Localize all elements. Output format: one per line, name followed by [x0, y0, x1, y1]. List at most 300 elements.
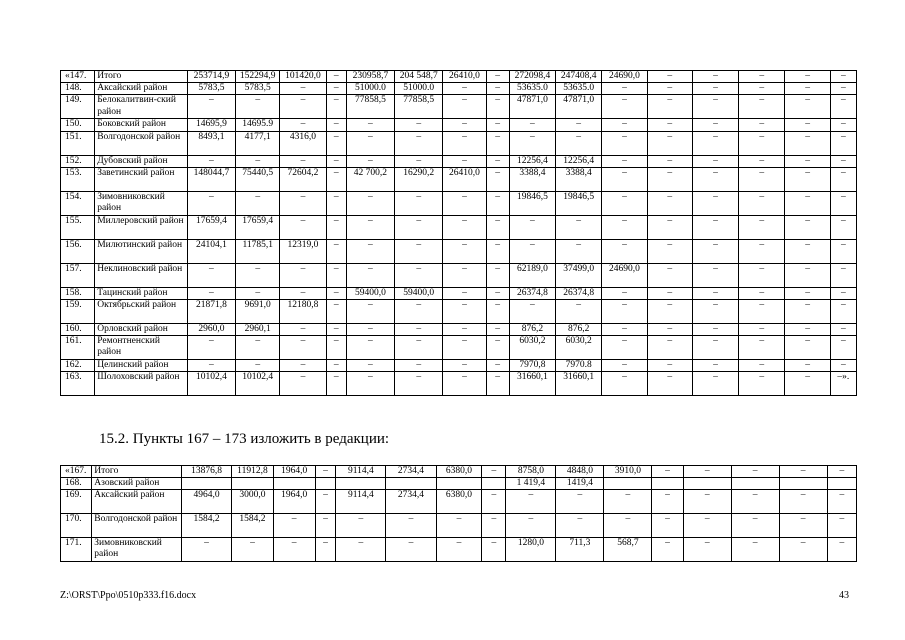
value-cell: – [443, 119, 486, 131]
district-name: Белокалитвин-ский район [95, 95, 188, 119]
value-cell: – [280, 360, 326, 372]
value-cell: – [436, 538, 482, 562]
value-cell: 8493,1 [187, 131, 235, 155]
value-cell: – [346, 300, 394, 324]
value-cell: – [602, 300, 647, 324]
value-cell: – [827, 490, 856, 514]
value-cell: 26374,8 [556, 287, 602, 299]
value-cell: 1 419,4 [506, 478, 556, 490]
value-cell: – [602, 119, 647, 131]
value-cell: – [443, 83, 486, 95]
row-number: 158. [61, 287, 95, 299]
value-cell: – [785, 215, 830, 239]
value-cell: – [395, 191, 443, 215]
value-cell: – [647, 372, 692, 396]
value-cell: – [739, 300, 785, 324]
value-cell: – [830, 155, 856, 167]
value-cell: – [395, 372, 443, 396]
value-cell [232, 478, 274, 490]
value-cell: 16290,2 [395, 167, 443, 191]
table-row [61, 167, 857, 191]
value-cell: 11785,1 [236, 239, 280, 263]
value-cell: – [395, 119, 443, 131]
value-cell: 4964,0 [182, 490, 232, 514]
district-name: Зимовниковский район [95, 191, 188, 215]
value-cell: – [236, 191, 280, 215]
district-name: Волгодонской район [95, 131, 188, 155]
value-cell: – [785, 155, 830, 167]
district-name: Тацинский район [95, 287, 188, 299]
value-cell: – [785, 191, 830, 215]
table-row [61, 360, 857, 372]
table-row [61, 215, 857, 239]
value-cell: 21871,8 [187, 300, 235, 324]
district-name: Боковский район [95, 119, 188, 131]
value-cell: – [486, 372, 509, 396]
value-cell: 6030,2 [509, 336, 555, 360]
value-cell: – [346, 324, 394, 336]
value-cell: – [692, 215, 738, 239]
value-cell: – [326, 215, 346, 239]
value-cell: 148044,7 [187, 167, 235, 191]
value-cell: – [647, 287, 692, 299]
value-cell: – [326, 83, 346, 95]
value-cell: – [604, 514, 652, 538]
value-cell: – [315, 466, 336, 478]
value-cell: – [280, 372, 326, 396]
value-cell: – [280, 287, 326, 299]
table-row [61, 336, 857, 360]
value-cell: – [647, 336, 692, 360]
value-cell: – [827, 466, 856, 478]
value-cell: – [486, 300, 509, 324]
value-cell: – [187, 336, 235, 360]
value-cell: – [395, 155, 443, 167]
value-cell: – [236, 336, 280, 360]
value-cell: 4177,1 [236, 131, 280, 155]
value-cell: – [395, 239, 443, 263]
value-cell: – [346, 360, 394, 372]
row-number: «147. [61, 71, 95, 83]
value-cell: – [602, 155, 647, 167]
value-cell: – [785, 95, 830, 119]
value-cell: 152294,9 [236, 71, 280, 83]
row-number: 160. [61, 324, 95, 336]
value-cell: 272098,4 [509, 71, 555, 83]
row-number: 151. [61, 131, 95, 155]
value-cell: – [602, 239, 647, 263]
value-cell: – [336, 538, 386, 562]
value-cell: – [830, 95, 856, 119]
value-cell: – [739, 95, 785, 119]
value-cell: – [739, 215, 785, 239]
value-cell: – [692, 360, 738, 372]
value-cell: 14695.9 [236, 119, 280, 131]
value-cell: – [236, 287, 280, 299]
table-top [60, 70, 857, 396]
value-cell: – [739, 336, 785, 360]
value-cell [779, 478, 827, 490]
value-cell: – [326, 71, 346, 83]
footer-file-path: Z:\ORST\Ppo\0510p333.f16.docx [60, 590, 197, 601]
value-cell: – [647, 191, 692, 215]
section-heading: 15.2. Пункты 167 – 173 изложить в редакции: [99, 431, 390, 447]
value-cell: – [486, 167, 509, 191]
value-cell: 51000.0 [395, 83, 443, 95]
value-cell: – [731, 538, 779, 562]
value-cell: – [346, 263, 394, 287]
value-cell: – [346, 215, 394, 239]
value-cell: – [647, 263, 692, 287]
value-cell: – [482, 514, 506, 538]
value-cell: – [556, 215, 602, 239]
value-cell: – [692, 239, 738, 263]
row-number: 159. [61, 300, 95, 324]
district-name: Орловский район [95, 324, 188, 336]
table-bottom [60, 465, 857, 562]
value-cell: 5783,5 [236, 83, 280, 95]
value-cell: – [443, 263, 486, 287]
value-cell: – [395, 215, 443, 239]
table-row [61, 119, 857, 131]
value-cell: – [486, 131, 509, 155]
value-cell: – [602, 131, 647, 155]
value-cell: 101420,0 [280, 71, 326, 83]
row-number: 168. [61, 478, 92, 490]
value-cell: 1419,4 [556, 478, 604, 490]
value-cell: – [346, 336, 394, 360]
table-row [61, 514, 857, 538]
value-cell: – [395, 300, 443, 324]
row-number: 156. [61, 239, 95, 263]
value-cell: – [739, 372, 785, 396]
value-cell: – [443, 336, 486, 360]
value-cell: – [830, 191, 856, 215]
value-cell: – [326, 95, 346, 119]
value-cell: – [556, 239, 602, 263]
value-cell: – [443, 191, 486, 215]
value-cell: – [187, 191, 235, 215]
value-cell: – [692, 191, 738, 215]
value-cell: 10102,4 [236, 372, 280, 396]
value-cell: – [739, 360, 785, 372]
value-cell: 9114,4 [336, 490, 386, 514]
value-cell: – [486, 191, 509, 215]
value-cell: 4848,0 [556, 466, 604, 478]
district-name: Милютинский район [95, 239, 188, 263]
value-cell: – [236, 155, 280, 167]
value-cell: 19846,5 [556, 191, 602, 215]
value-cell [273, 478, 315, 490]
value-cell: – [830, 119, 856, 131]
row-number: 155. [61, 215, 95, 239]
value-cell: – [830, 324, 856, 336]
value-cell: – [346, 155, 394, 167]
value-cell: – [785, 300, 830, 324]
value-cell: – [326, 119, 346, 131]
value-cell: – [739, 167, 785, 191]
value-cell: – [647, 324, 692, 336]
row-number: 163. [61, 372, 95, 396]
value-cell: 75440,5 [236, 167, 280, 191]
value-cell: – [602, 360, 647, 372]
value-cell: 230958,7 [346, 71, 394, 83]
value-cell: – [739, 119, 785, 131]
value-cell: – [509, 131, 555, 155]
value-cell: – [436, 514, 482, 538]
value-cell: – [739, 83, 785, 95]
value-cell: – [647, 167, 692, 191]
value-cell: – [486, 287, 509, 299]
value-cell: – [509, 239, 555, 263]
value-cell: 77858,5 [346, 95, 394, 119]
value-cell: 2960,0 [187, 324, 235, 336]
value-cell: – [326, 239, 346, 263]
table-row [61, 538, 857, 562]
value-cell: 3388,4 [556, 167, 602, 191]
value-cell: 47871,0 [509, 95, 555, 119]
value-cell: 77858,5 [395, 95, 443, 119]
value-cell [386, 478, 436, 490]
row-number: «167. [61, 466, 92, 478]
value-cell: – [315, 538, 336, 562]
value-cell: 876,2 [556, 324, 602, 336]
value-cell: 568,7 [604, 538, 652, 562]
value-cell: 1280,0 [506, 538, 556, 562]
row-number: 150. [61, 119, 95, 131]
value-cell: – [779, 466, 827, 478]
value-cell: – [509, 119, 555, 131]
value-cell: – [785, 71, 830, 83]
value-cell: 14695,9 [187, 119, 235, 131]
value-cell [436, 478, 482, 490]
value-cell: – [346, 191, 394, 215]
table-row [61, 83, 857, 95]
value-cell: – [443, 215, 486, 239]
value-cell: – [602, 287, 647, 299]
value-cell: 12256,4 [556, 155, 602, 167]
district-name: Волгодонской район [92, 514, 182, 538]
value-cell [604, 478, 652, 490]
value-cell: 3000,0 [232, 490, 274, 514]
value-cell: 7970.8 [556, 360, 602, 372]
value-cell: – [315, 514, 336, 538]
value-cell: 6380,0 [436, 490, 482, 514]
value-cell: – [482, 466, 506, 478]
value-cell: – [346, 131, 394, 155]
value-cell: – [556, 490, 604, 514]
value-cell: – [827, 514, 856, 538]
value-cell: – [602, 191, 647, 215]
value-cell: – [280, 336, 326, 360]
value-cell: – [731, 490, 779, 514]
value-cell: – [280, 215, 326, 239]
value-cell: – [336, 514, 386, 538]
value-cell: – [779, 490, 827, 514]
value-cell: – [346, 239, 394, 263]
value-cell: – [647, 95, 692, 119]
value-cell: – [739, 131, 785, 155]
value-cell: 12180,8 [280, 300, 326, 324]
table-row [61, 466, 857, 478]
value-cell: 876,2 [509, 324, 555, 336]
value-cell: – [692, 263, 738, 287]
value-cell: – [443, 131, 486, 155]
value-cell: – [482, 538, 506, 562]
value-cell: – [602, 83, 647, 95]
value-cell: 47871,0 [556, 95, 602, 119]
value-cell: – [486, 155, 509, 167]
value-cell: – [739, 155, 785, 167]
table-row [61, 239, 857, 263]
value-cell: – [785, 263, 830, 287]
value-cell: – [280, 324, 326, 336]
value-cell: 2734,4 [386, 490, 436, 514]
value-cell: – [785, 336, 830, 360]
value-cell: – [830, 131, 856, 155]
value-cell: 24690,0 [602, 263, 647, 287]
value-cell: – [602, 215, 647, 239]
value-cell: – [731, 466, 779, 478]
value-cell: – [443, 239, 486, 263]
value-cell: – [486, 215, 509, 239]
value-cell: – [346, 119, 394, 131]
value-cell: – [830, 71, 856, 83]
value-cell: – [830, 300, 856, 324]
value-cell: – [326, 360, 346, 372]
value-cell: 1584,2 [232, 514, 274, 538]
value-cell: – [602, 324, 647, 336]
value-cell: 24104,1 [187, 239, 235, 263]
table-row [61, 372, 857, 396]
value-cell: – [556, 514, 604, 538]
value-cell: – [739, 191, 785, 215]
value-cell: 24690,0 [602, 71, 647, 83]
value-cell: – [326, 263, 346, 287]
value-cell: 1964,0 [273, 490, 315, 514]
value-cell: 72604,2 [280, 167, 326, 191]
table-row [61, 155, 857, 167]
value-cell [315, 478, 336, 490]
value-cell: 204 548,7 [395, 71, 443, 83]
value-cell: – [647, 360, 692, 372]
value-cell: – [326, 372, 346, 396]
value-cell: – [326, 336, 346, 360]
table-row [61, 287, 857, 299]
value-cell: 2734,4 [386, 466, 436, 478]
value-cell: – [647, 239, 692, 263]
value-cell: – [386, 538, 436, 562]
value-cell: 711,3 [556, 538, 604, 562]
value-cell: – [486, 119, 509, 131]
value-cell: 4316,0 [280, 131, 326, 155]
value-cell: – [830, 215, 856, 239]
value-cell: 9691,0 [236, 300, 280, 324]
value-cell: – [602, 167, 647, 191]
value-cell: 51000.0 [346, 83, 394, 95]
value-cell: 9114,4 [336, 466, 386, 478]
value-cell: – [785, 131, 830, 155]
value-cell: – [647, 300, 692, 324]
value-cell: – [280, 263, 326, 287]
table-row [61, 263, 857, 287]
value-cell: – [386, 514, 436, 538]
value-cell: – [556, 300, 602, 324]
value-cell: – [486, 83, 509, 95]
value-cell: – [647, 83, 692, 95]
value-cell: – [692, 131, 738, 155]
value-cell: – [326, 191, 346, 215]
value-cell [336, 478, 386, 490]
value-cell: – [647, 71, 692, 83]
value-cell: – [273, 514, 315, 538]
value-cell: – [395, 131, 443, 155]
value-cell: – [652, 490, 683, 514]
value-cell: 3388,4 [509, 167, 555, 191]
value-cell: 6030,2 [556, 336, 602, 360]
row-number: 170. [61, 514, 92, 538]
value-cell: – [443, 95, 486, 119]
table-row [61, 131, 857, 155]
value-cell [827, 478, 856, 490]
value-cell: – [785, 83, 830, 95]
value-cell: – [785, 119, 830, 131]
value-cell: – [739, 263, 785, 287]
value-cell: – [486, 95, 509, 119]
value-cell: – [187, 263, 235, 287]
value-cell: – [280, 155, 326, 167]
value-cell: – [443, 372, 486, 396]
value-cell: 26374,8 [509, 287, 555, 299]
value-cell: – [486, 239, 509, 263]
value-cell: – [827, 538, 856, 562]
value-cell: – [692, 155, 738, 167]
value-cell: – [326, 324, 346, 336]
value-cell: 10102,4 [187, 372, 235, 396]
value-cell: – [731, 514, 779, 538]
page-number: 43 [839, 590, 849, 601]
value-cell: – [187, 360, 235, 372]
value-cell: – [739, 71, 785, 83]
district-name: Итого [92, 466, 182, 478]
value-cell: – [692, 167, 738, 191]
value-cell: – [395, 336, 443, 360]
value-cell: 59400,0 [346, 287, 394, 299]
value-cell: – [182, 538, 232, 562]
table-row [61, 95, 857, 119]
district-name: Итого [95, 71, 188, 83]
value-cell: – [739, 287, 785, 299]
value-cell: – [395, 324, 443, 336]
value-cell: – [187, 155, 235, 167]
value-cell: – [692, 119, 738, 131]
value-cell: – [280, 119, 326, 131]
district-name: Октябрьский район [95, 300, 188, 324]
table-row [61, 478, 857, 490]
value-cell: 247408,4 [556, 71, 602, 83]
district-name: Дубовский район [95, 155, 188, 167]
value-cell: – [647, 215, 692, 239]
value-cell: 26410,0 [443, 71, 486, 83]
value-cell: – [326, 155, 346, 167]
value-cell: 31660,1 [509, 372, 555, 396]
row-number: 157. [61, 263, 95, 287]
value-cell: 17659,4 [236, 215, 280, 239]
value-cell: – [785, 287, 830, 299]
row-number: 162. [61, 360, 95, 372]
district-name: Неклиновский район [95, 263, 188, 287]
value-cell: 12319,0 [280, 239, 326, 263]
